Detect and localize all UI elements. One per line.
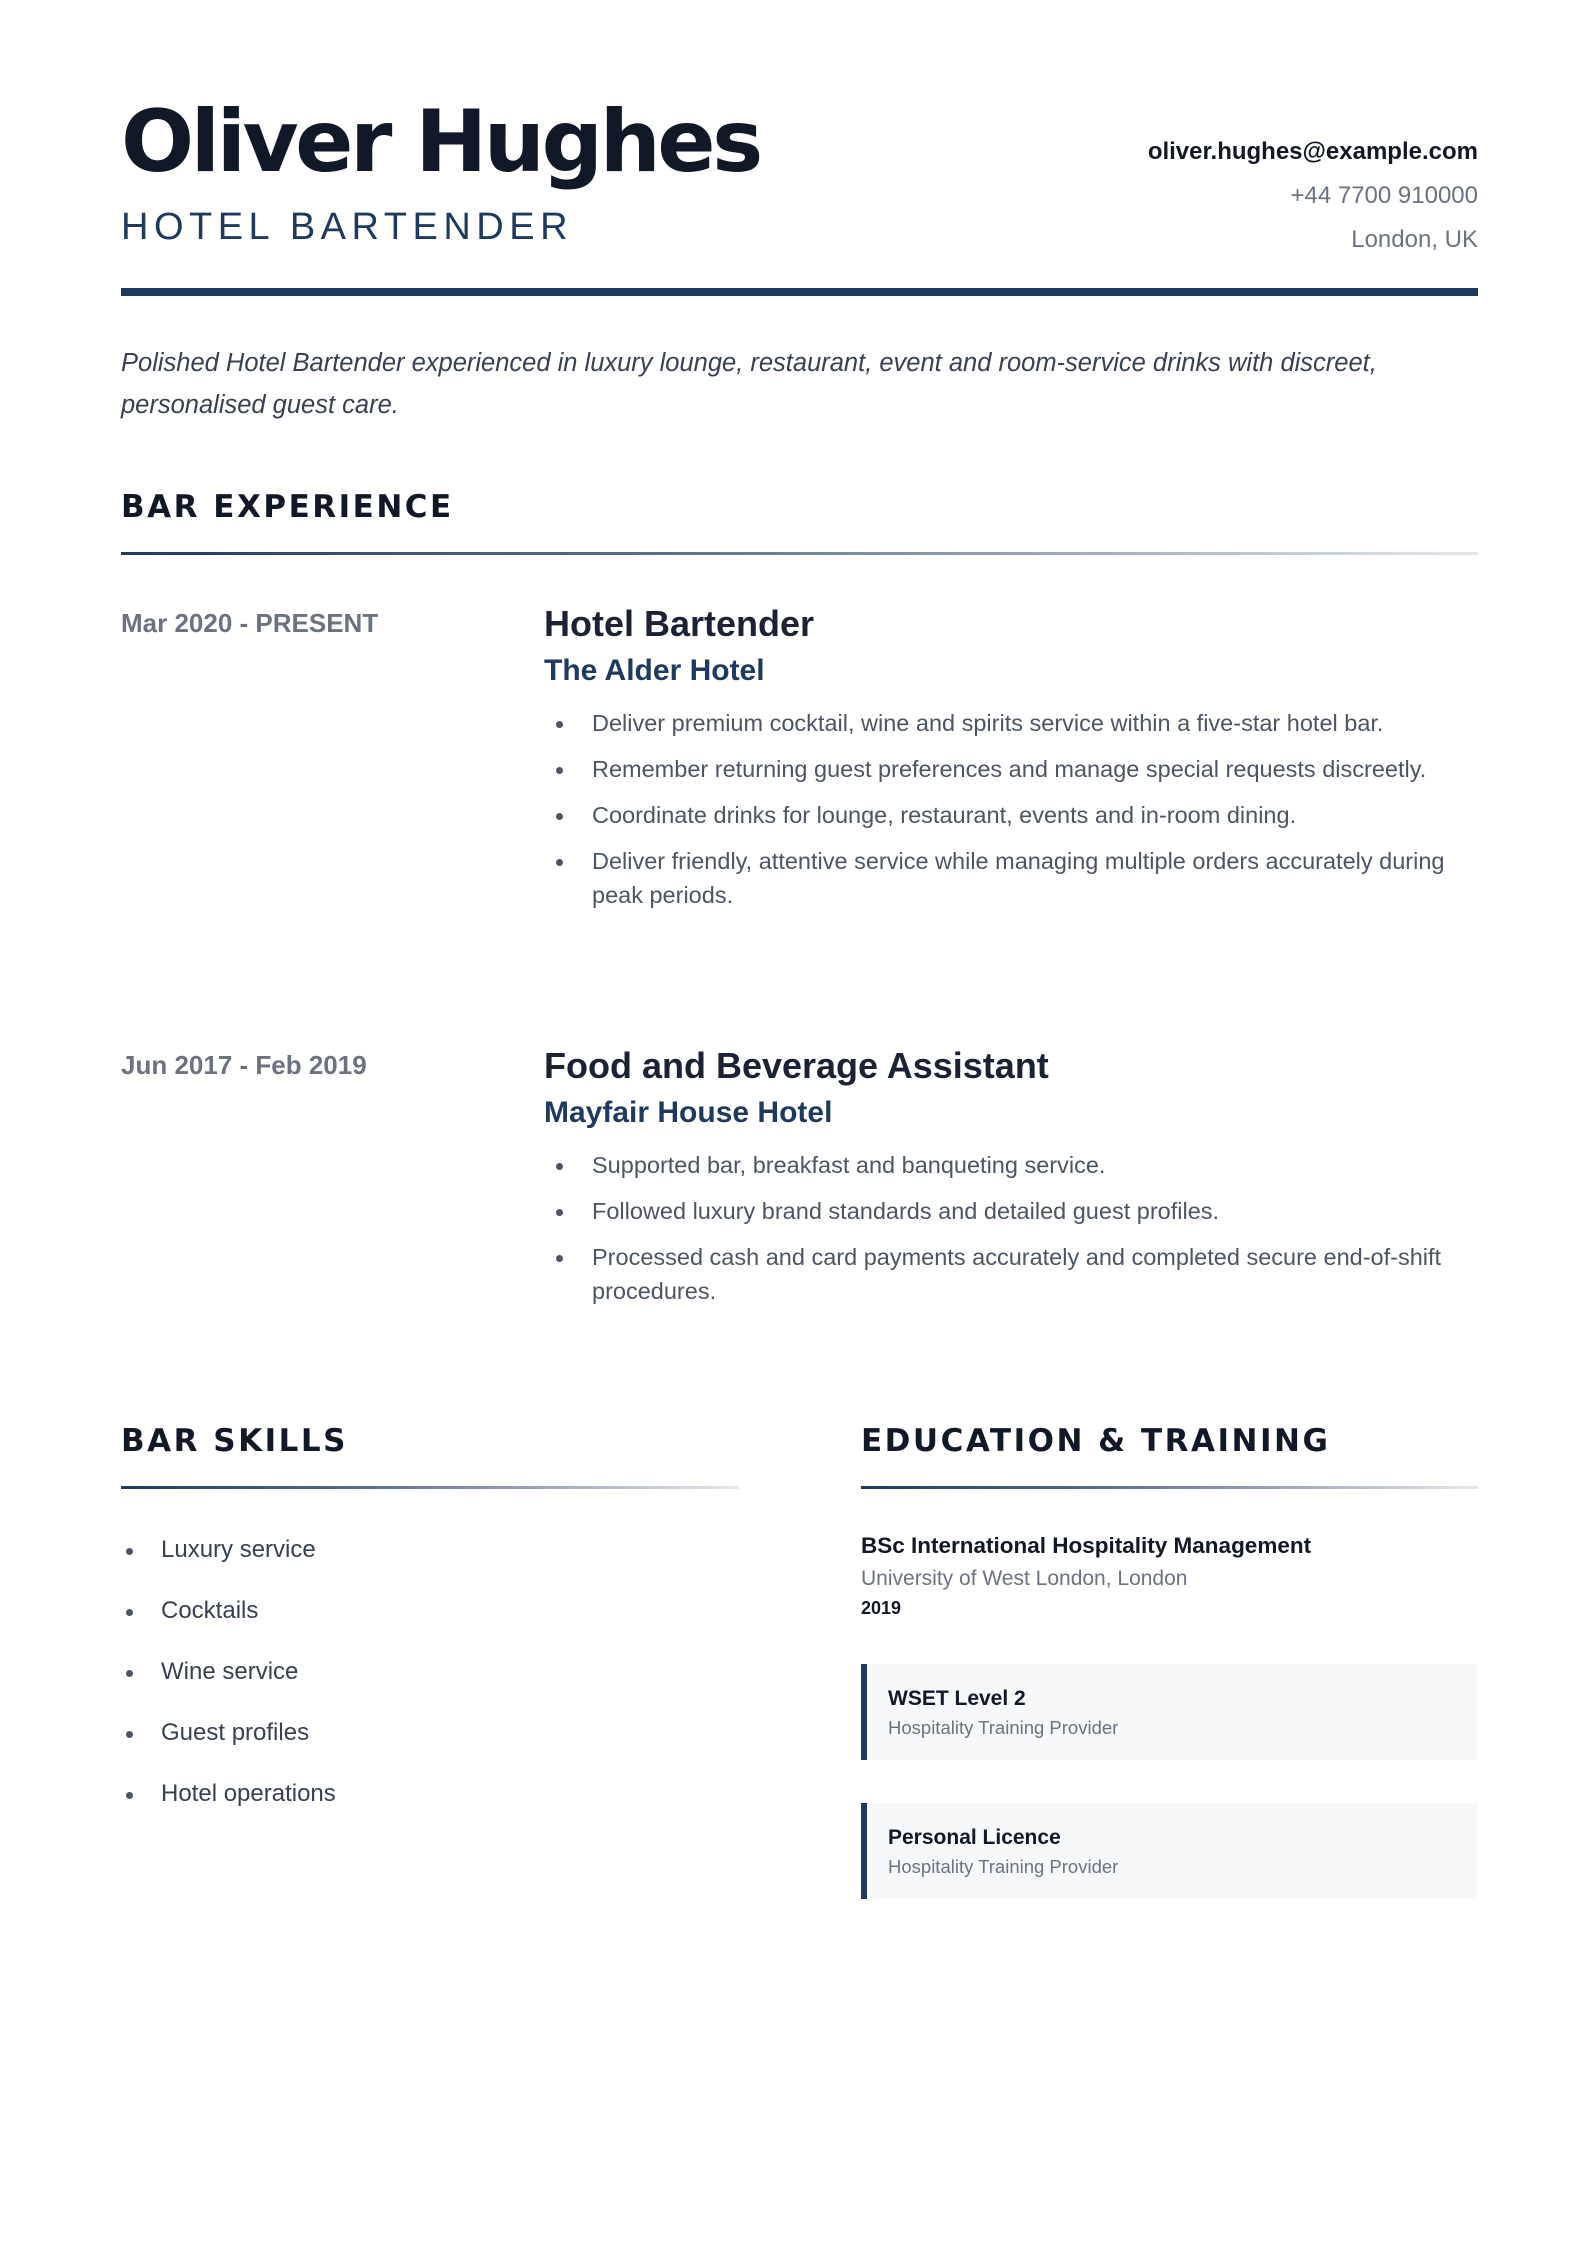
contact-block (1148, 130, 1478, 262)
skills-section-title: BAR SKILLS (121, 1423, 348, 1459)
profile-summary: Polished Hotel Bartender experienced in luxury lounge, restaurant, event and room-service drinks with discreet, personalised guest care. (121, 349, 1377, 419)
candidate-name: Oliver Hughes (121, 92, 760, 192)
job-dates: Jun 2017 - Feb 2019 (121, 1050, 367, 1080)
job-company: Mayfair House Hotel (544, 1096, 833, 1129)
education-school: University of West London, London (861, 1567, 1188, 1590)
skills-section-divider (121, 1486, 739, 1489)
contact-email[interactable]: oliver.hughes@example.com (1147, 138, 1478, 165)
header-divider (121, 288, 1478, 296)
certification-name: Personal Licence (888, 1826, 1061, 1849)
skills-list (121, 1533, 336, 1838)
job-dates: Mar 2020 - PRESENT (121, 608, 379, 638)
certification-card (861, 1664, 1478, 1760)
contact-phone[interactable]: +44 7700 910000 (1290, 182, 1478, 209)
experience-section-title: BAR EXPERIENCE (121, 489, 454, 525)
candidate-role: HOTEL BARTENDER (121, 206, 574, 248)
resume-header (121, 0, 1478, 296)
skill-item: Wine service (121, 1655, 336, 1689)
certification-provider: Hospitality Training Provider (888, 1856, 1119, 1877)
job-bullet: Processed cash and card payments accurately and completed secure end-of-shift procedures. (544, 1240, 1478, 1308)
job-details (544, 1042, 1478, 1320)
skill-item: Guest profiles (121, 1716, 336, 1750)
job-bullet: Supported bar, breakfast and banqueting service. (544, 1148, 1478, 1182)
skill-item: Luxury service (121, 1533, 336, 1567)
contact-location: London, UK (1351, 226, 1478, 253)
job-company: The Alder Hotel (544, 654, 765, 687)
education-degree: BSc International Hospitality Management (861, 1533, 1312, 1558)
job-bullet: Remember returning guest preferences and manage special requests discreetly. (544, 752, 1478, 786)
job-title: Hotel Bartender (544, 603, 815, 644)
job-bullets (544, 1148, 1478, 1308)
certification-name: WSET Level 2 (888, 1687, 1026, 1710)
resume-page (121, 0, 1478, 1877)
job-bullet: Deliver friendly, attentive service while managing multiple orders accurately during peak periods. (544, 844, 1478, 912)
job-details (544, 600, 1478, 924)
skill-item: Cocktails (121, 1594, 336, 1628)
skill-item: Hotel operations (121, 1777, 336, 1811)
education-section-title: EDUCATION & TRAINING (861, 1423, 1331, 1459)
job-bullet: Followed luxury brand standards and detailed guest profiles. (544, 1194, 1478, 1228)
job-bullets (544, 706, 1478, 912)
certification-provider: Hospitality Training Provider (888, 1717, 1119, 1738)
education-section-divider (861, 1486, 1478, 1489)
job-bullet: Deliver premium cocktail, wine and spirits service within a five-star hotel bar. (544, 706, 1478, 740)
job-bullet: Coordinate drinks for lounge, restaurant, events and in-room dining. (544, 798, 1478, 832)
experience-section-divider (121, 552, 1478, 555)
job-title: Food and Beverage Assistant (544, 1045, 1049, 1086)
education-year: 2019 (861, 1598, 902, 1618)
certification-card (861, 1803, 1478, 1899)
